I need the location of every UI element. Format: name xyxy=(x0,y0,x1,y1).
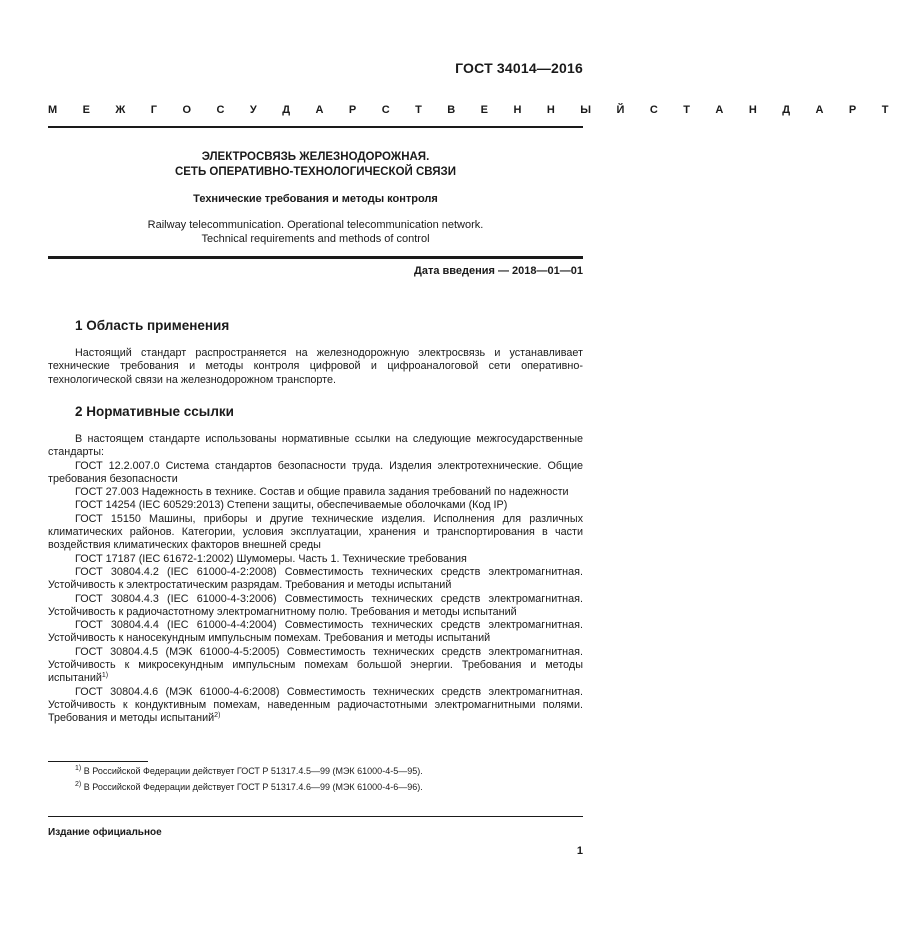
reference-item: ГОСТ 14254 (IEC 60529:2013) Степени защиты, обеспечиваемые оболочками (Код IP) xyxy=(75,499,508,512)
top-rule xyxy=(48,126,583,128)
footer-rule xyxy=(48,816,583,817)
document-subtitle: Технические требования и методы контроля xyxy=(193,193,438,205)
footnote-2-text: В Российской Федерации действует ГОСТ Р 51317.4.6—99 (МЭК 61000-4-6—96). xyxy=(83,782,423,792)
footnote-2-mark: 2) xyxy=(75,781,82,788)
footnote-rule xyxy=(48,761,148,762)
reference-item xyxy=(48,646,583,686)
english-title xyxy=(48,218,583,246)
footnote-1 xyxy=(75,766,583,776)
document-code: ГОСТ 34014—2016 xyxy=(455,60,583,76)
reference-text: ГОСТ 30804.4.6 (МЭК 61000-4-6:2008) Совместимость технических средств электромагнитная. Устойчивость к кондуктивным помехам, наведенным радиочастотными электромагнитными полями. Требования и методы испытаний xyxy=(48,685,583,725)
section-2-body xyxy=(48,433,583,726)
title-rule xyxy=(48,256,583,259)
reference-item: ГОСТ 15150 Машины, приборы и другие технические изделия. Исполнения для различных климатических районов. Категории, условия эксплуатации, хранения и транспортирования в части воздействия климатических факторов внешней среды xyxy=(48,512,583,552)
footnote-1-mark: 1) xyxy=(75,765,82,772)
reference-item: ГОСТ 17187 (IEC 61672-1:2002) Шумомеры. Часть 1. Технические требования xyxy=(75,552,467,565)
section-2-heading: 2 Нормативные ссылки xyxy=(75,404,234,419)
title-line-1: ЭЛЕКТРОСВЯЗЬ ЖЕЛЕЗНОДОРОЖНАЯ. xyxy=(201,151,430,163)
reference-item xyxy=(48,686,583,726)
interstate-standard-label: М Е Ж Г О С У Д А Р С Т В Е Н Н Ы Й С Т А Н Д А Р Т xyxy=(48,104,900,116)
section-1-body xyxy=(48,347,583,387)
reference-item: ГОСТ 30804.4.2 (IEC 61000-4-2:2008) Совместимость технических средств электромагнитная. Устойчивость к электростатическим разрядам. Требования и методы испытаний xyxy=(48,565,583,592)
section-1-text: Настоящий стандарт распространяется на железнодорожную электросвязь и устанавливает технические требования и методы контроля цифровой и цифроаналоговой сети оперативно-технологической связи на железнодорожном транспорте. xyxy=(48,347,583,386)
title-line-2: СЕТЬ ОПЕРАТИВНО-ТЕХНОЛОГИЧЕСКОЙ СВЯЗИ xyxy=(174,166,457,178)
footnote-mark-2[interactable]: 2) xyxy=(214,712,221,720)
footnote-mark-1[interactable]: 1) xyxy=(101,672,109,680)
footnote-1-text: В Российской Федерации действует ГОСТ Р 51317.4.5—99 (МЭК 61000-4-5—95). xyxy=(83,766,423,776)
section-2-intro: В настоящем стандарте использованы нормативные ссылки на следующие межгосударственные стандарты: xyxy=(48,433,583,459)
footnote-2 xyxy=(75,782,583,792)
reference-item: ГОСТ 12.2.007.0 Система стандартов безопасности труда. Изделия электротехнические. Общие требования безопасности xyxy=(48,459,583,485)
english-title-line-2: Technical requirements and methods of control xyxy=(201,233,430,245)
effective-date: Дата введения — 2018—01—01 xyxy=(414,265,583,277)
page-number: 1 xyxy=(576,845,583,857)
document-title xyxy=(48,150,583,180)
reference-item: ГОСТ 27.003 Надежность в технике. Состав и общие правила задания требований по надежности xyxy=(75,486,569,499)
edition-label: Издание официальное xyxy=(48,827,162,838)
section-1-heading: 1 Область применения xyxy=(75,318,230,333)
reference-text: ГОСТ 30804.4.5 (МЭК 61000-4-5:2005) Совместимость технических средств электромагнитная. Устойчивость к микросекундным импульсным помехам большой энергии. Требования и методы испытаний xyxy=(48,645,583,685)
reference-item: ГОСТ 30804.4.3 (IEC 61000-4-3:2006) Совместимость технических средств электромагнитная. Устойчивость к радиочастотному электромагнитному полю. Требования и методы испытаний xyxy=(48,592,583,618)
reference-item: ГОСТ 30804.4.4 (IEC 61000-4-4:2004) Совместимость технических средств электромагнитная. Устойчивость к наносекундным импульсным помехам. Требования и методы испытаний xyxy=(48,619,583,645)
english-title-line-1: Railway telecommunication. Operational telecommunication network. xyxy=(147,219,484,231)
